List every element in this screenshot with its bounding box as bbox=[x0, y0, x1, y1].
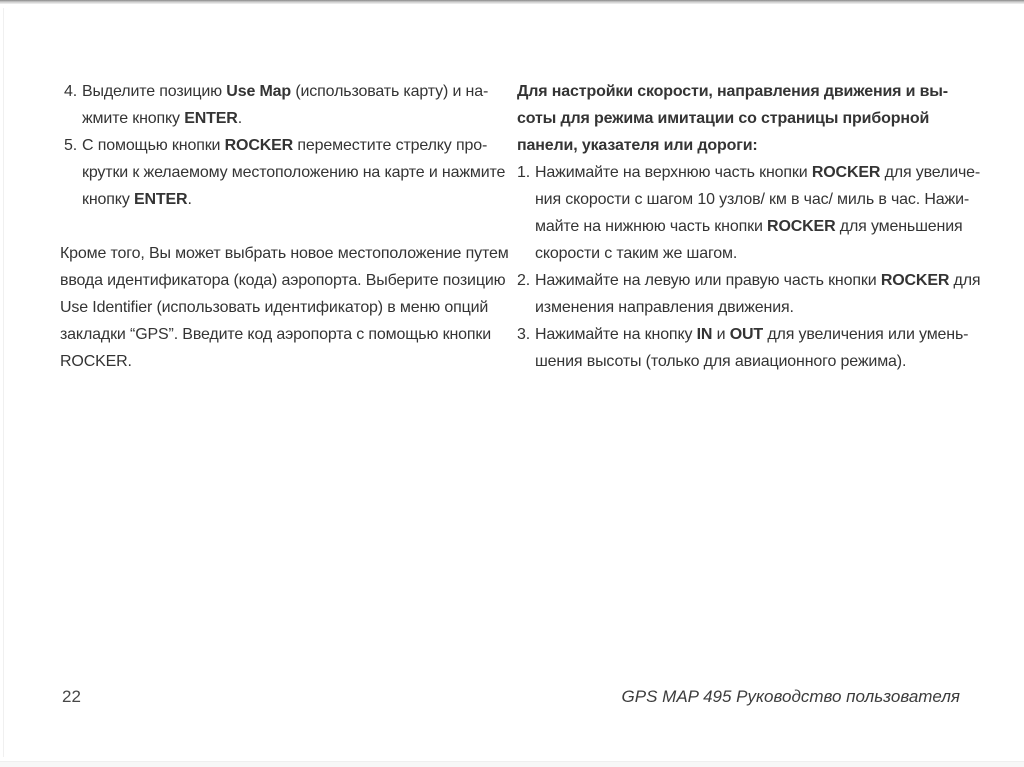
list-item-text: Выделите позицию Use Map (использовать карту) и на- жмите кнопку ENTER. bbox=[82, 83, 489, 127]
left-column bbox=[60, 78, 509, 375]
list-item-text: Нажимайте на левую или правую часть кнопки ROCKER для изменения направления движения. bbox=[535, 272, 981, 316]
bottom-edge-bar bbox=[0, 761, 1024, 767]
list-item-number: 4. bbox=[64, 83, 78, 100]
body-paragraph: Кроме того, Вы может выбрать новое местоположение путем ввода идентификатора (кода) аэропорта. Выберите позицию Use Identifier (использовать идентификатор) в меню опций закладки “GPS”. Введите код аэропорта с помощью кнопки ROCKER. bbox=[60, 245, 509, 370]
list-item-3 bbox=[517, 321, 977, 375]
list-item-2 bbox=[517, 267, 981, 321]
right-column bbox=[517, 78, 981, 375]
list-item-text: С помощью кнопки ROCKER переместите стрелку про- крутки к желаемому местоположению на карте и нажмите кнопку ENTER. bbox=[82, 137, 506, 208]
list-item-number: 2. bbox=[517, 272, 531, 289]
procedure-heading: Для настройки скорости, направления движения и вы- соты для режима имитации со страницы приборной панели, указателя или дороги: bbox=[517, 83, 948, 154]
list-item-1 bbox=[517, 159, 981, 267]
list-item-number: 3. bbox=[517, 326, 531, 343]
list-item-5 bbox=[60, 132, 506, 213]
page-number: 22 bbox=[62, 687, 81, 706]
page-left-hairline bbox=[3, 8, 4, 757]
top-edge-bar bbox=[0, 0, 1024, 4]
list-item-text: Нажимайте на верхнюю часть кнопки ROCKER для увеличе- ния скорости с шагом 10 узлов/ км в час/ миль в час. Нажи- майте на нижнюю часть кнопки ROCKER для уменьшения скорости с таким же шагом. bbox=[535, 164, 981, 262]
list-item-4 bbox=[60, 78, 506, 132]
footer-title: GPS MAP 495 Руководство пользователя bbox=[621, 687, 960, 706]
list-item-number: 1. bbox=[517, 164, 531, 181]
list-item-number: 5. bbox=[64, 137, 78, 154]
list-item-text: Нажимайте на кнопку IN и OUT для увеличения или умень- шения высоты (только для авиационного режима). bbox=[535, 326, 969, 370]
